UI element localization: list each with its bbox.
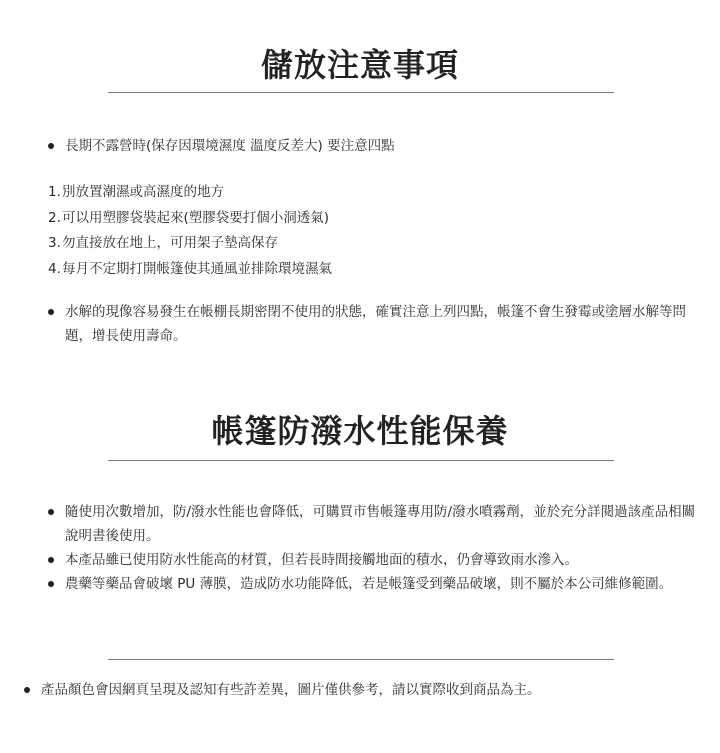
waterproof-list: [48, 500, 708, 596]
list-item: [48, 134, 708, 158]
step-text: 可以用塑膠袋裝起來(塑膠袋要打個小洞透氣): [62, 209, 330, 226]
list-item: [48, 500, 708, 548]
waterproof-title-divider: [108, 460, 614, 461]
storage-title-divider: [108, 92, 614, 93]
storage-note-list: [48, 300, 708, 348]
footer-divider: [108, 659, 614, 660]
bullet-dot-icon: [48, 509, 54, 515]
bullet-dot-icon: [24, 687, 30, 693]
storage-intro-list: [48, 134, 708, 158]
waterproof-bullet-text: 本產品雖已使用防水性能高的材質，但若長時間接觸地面的積水，仍會導致雨水滲入。: [65, 552, 578, 568]
list-item: [48, 572, 708, 596]
step-text: 別放置潮濕或高濕度的地方: [62, 184, 224, 200]
bullet-dot-icon: [48, 557, 54, 563]
storage-title: 儲放注意事項: [260, 46, 459, 84]
waterproof-title: 帳篷防潑水性能保養: [211, 412, 509, 450]
step-number: 3.: [48, 235, 61, 251]
list-item: [24, 678, 708, 702]
list-item: [48, 257, 708, 283]
list-item: [48, 206, 708, 232]
list-item: [48, 231, 708, 257]
list-item: [48, 300, 708, 348]
waterproof-bullet-text: 農藥等藥品會破壞 PU 薄膜，造成防水功能降低，若是帳篷受到藥品破壞，則不屬於本公司維修範圍。: [65, 576, 673, 592]
list-item: [48, 548, 708, 572]
step-number: 4.: [48, 260, 61, 277]
bullet-dot-icon: [48, 143, 54, 149]
step-number: 1.: [48, 184, 61, 200]
footer-note-text: 產品顏色會因網頁呈現及認知有些許差異，圖片僅供參考，請以實際收到商品為主。: [41, 682, 541, 698]
bullet-dot-icon: [48, 309, 54, 315]
step-text: 每月不定期打開帳篷使其通風並排除環境濕氣: [62, 260, 332, 277]
footer-list: [24, 678, 708, 702]
storage-intro-text: 長期不露營時(保存因環境濕度 溫度反差大) 要注意四點: [65, 138, 395, 154]
step-number: 2.: [48, 209, 61, 226]
storage-steps-list: [48, 180, 708, 282]
bullet-dot-icon: [48, 581, 54, 587]
hydrolysis-note-text: 水解的現像容易發生在帳棚長期密閉不使用的狀態，確實注意上列四點，帳篷不會生發霉或塗層水解等問題，增長使用壽命。: [65, 304, 686, 344]
list-item: [48, 180, 708, 206]
waterproof-bullet-text: 隨使用次數增加，防/潑水性能也會降低，可購買市售帳篷專用防/潑水噴霧劑，並於充分詳閱過該產品相關說明書後使用。: [65, 504, 696, 544]
step-text: 勿直接放在地上，可用架子墊高保存: [62, 235, 278, 251]
